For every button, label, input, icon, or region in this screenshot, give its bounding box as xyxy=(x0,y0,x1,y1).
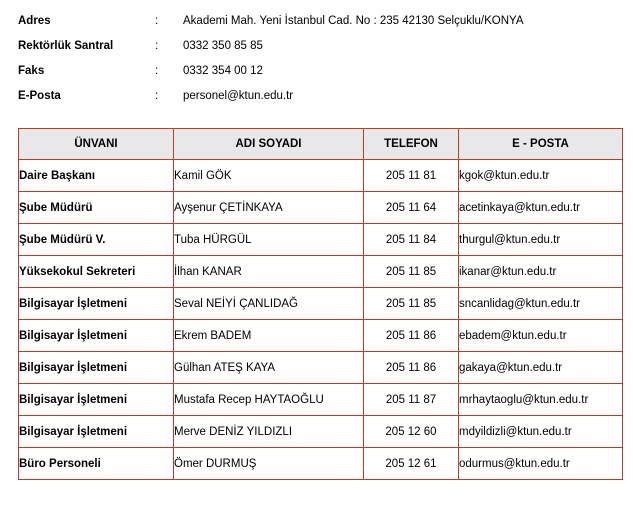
cell-phone: 205 11 85 xyxy=(364,288,459,320)
cell-title: Yüksekokul Sekreteri xyxy=(19,256,174,288)
contact-row-switchboard xyxy=(18,39,619,53)
column-header-title: ÜNVANI xyxy=(19,129,174,160)
contact-separator: : xyxy=(155,40,159,52)
staff-directory-table xyxy=(18,128,623,480)
cell-email: gakaya@ktun.edu.tr xyxy=(459,352,623,384)
contact-row-address xyxy=(18,14,619,28)
cell-name: Seval NEİYİ ÇANLIDAĞ xyxy=(174,288,364,320)
table-row xyxy=(19,288,623,320)
contact-value-address: Akademi Mah. Yeni İstanbul Cad. No : 235 42130 Selçuklu/KONYA xyxy=(183,15,524,27)
cell-name: Ömer DURMUŞ xyxy=(174,448,364,480)
table-row xyxy=(19,416,623,448)
cell-phone: 205 11 81 xyxy=(364,160,459,192)
table-row xyxy=(19,256,623,288)
contact-label: Rektörlük Santral xyxy=(18,40,114,52)
table-row xyxy=(19,320,623,352)
contact-value-email: personel@ktun.edu.tr xyxy=(183,90,294,102)
cell-name: Tuba HÜRGÜL xyxy=(174,224,364,256)
contact-value-fax: 0332 354 00 12 xyxy=(183,65,263,77)
cell-email: acetinkaya@ktun.edu.tr xyxy=(459,192,623,224)
cell-title: Bilgisayar İşletmeni xyxy=(19,288,174,320)
table-row xyxy=(19,352,623,384)
cell-name: Merve DENİZ YILDIZLI xyxy=(174,416,364,448)
contact-value-switchboard: 0332 350 85 85 xyxy=(183,40,263,52)
contact-separator: : xyxy=(155,90,159,102)
column-header-email: E - POSTA xyxy=(459,129,623,160)
cell-email: ikanar@ktun.edu.tr xyxy=(459,256,623,288)
cell-email: mrhaytaoglu@ktun.edu.tr xyxy=(459,384,623,416)
table-row xyxy=(19,384,623,416)
table-header-row xyxy=(19,129,623,160)
cell-title: Şube Müdürü V. xyxy=(19,224,174,256)
table-row xyxy=(19,448,623,480)
contact-label: Faks xyxy=(18,65,45,77)
contact-info-block xyxy=(18,14,619,103)
cell-email: sncanlidag@ktun.edu.tr xyxy=(459,288,623,320)
contact-label: E-Posta xyxy=(18,90,61,102)
cell-title: Bilgisayar İşletmeni xyxy=(19,416,174,448)
cell-name: Ekrem BADEM xyxy=(174,320,364,352)
cell-title: Daire Başkanı xyxy=(19,160,174,192)
cell-phone: 205 11 87 xyxy=(364,384,459,416)
cell-phone: 205 11 86 xyxy=(364,352,459,384)
cell-title: Büro Personeli xyxy=(19,448,174,480)
contact-row-fax xyxy=(18,64,619,78)
column-header-phone: TELEFON xyxy=(364,129,459,160)
cell-email: odurmus@ktun.edu.tr xyxy=(459,448,623,480)
cell-name: Mustafa Recep HAYTAOĞLU xyxy=(174,384,364,416)
cell-name: Kamil GÖK xyxy=(174,160,364,192)
table-row xyxy=(19,192,623,224)
cell-email: thurgul@ktun.edu.tr xyxy=(459,224,623,256)
cell-email: kgok@ktun.edu.tr xyxy=(459,160,623,192)
cell-email: mdyildizli@ktun.edu.tr xyxy=(459,416,623,448)
cell-phone: 205 12 60 xyxy=(364,416,459,448)
cell-name: Ayşenur ÇETİNKAYA xyxy=(174,192,364,224)
contact-label: Adres xyxy=(18,15,51,27)
contact-row-email xyxy=(18,89,619,103)
column-header-name: ADI SOYADI xyxy=(174,129,364,160)
cell-title: Bilgisayar İşletmeni xyxy=(19,384,174,416)
cell-phone: 205 11 84 xyxy=(364,224,459,256)
cell-phone: 205 11 86 xyxy=(364,320,459,352)
cell-name: Gülhan ATEŞ KAYA xyxy=(174,352,364,384)
cell-title: Bilgisayar İşletmeni xyxy=(19,352,174,384)
cell-title: Bilgisayar İşletmeni xyxy=(19,320,174,352)
cell-phone: 205 11 64 xyxy=(364,192,459,224)
cell-email: ebadem@ktun.edu.tr xyxy=(459,320,623,352)
contact-separator: : xyxy=(155,15,159,27)
cell-title: Şube Müdürü xyxy=(19,192,174,224)
cell-name: İlhan KANAR xyxy=(174,256,364,288)
cell-phone: 205 11 85 xyxy=(364,256,459,288)
table-row xyxy=(19,224,623,256)
contact-separator: : xyxy=(155,65,159,77)
table-row xyxy=(19,160,623,192)
cell-phone: 205 12 61 xyxy=(364,448,459,480)
